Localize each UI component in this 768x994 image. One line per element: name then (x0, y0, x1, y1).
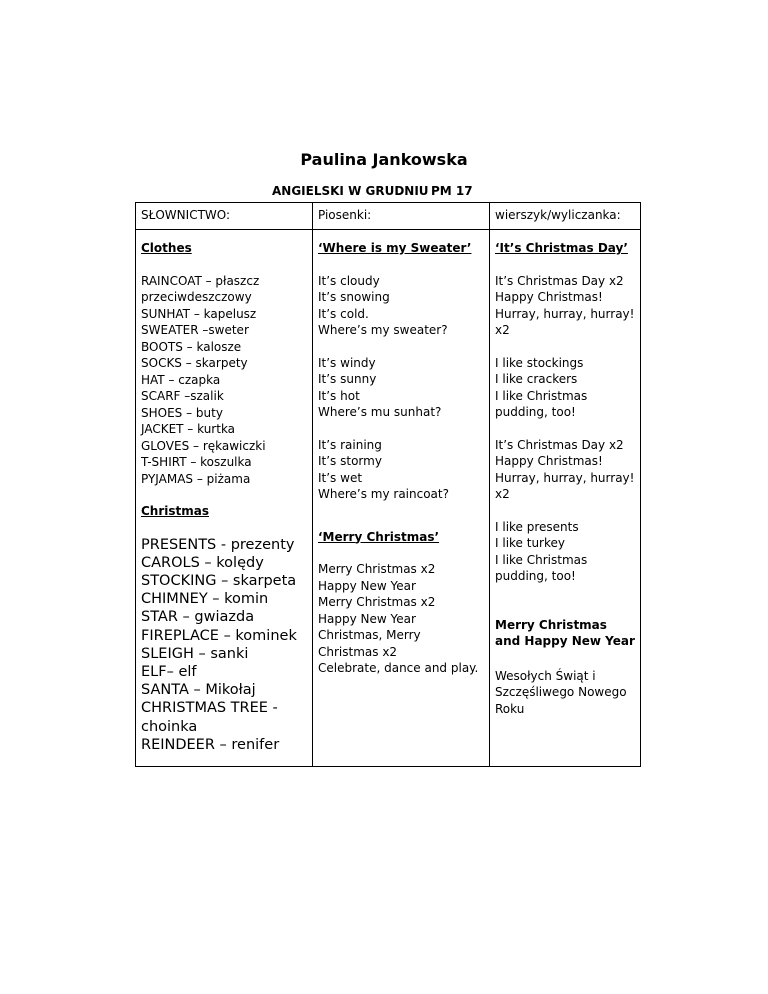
poem-line: I like stockings (495, 355, 584, 370)
list-item: SANTA – Mikołaj (141, 682, 256, 699)
list-item: SHOES – buty (141, 405, 223, 420)
rhymes-cell (490, 230, 641, 767)
poem-stanza (495, 437, 635, 503)
song-line: Where’s mu sunhat? (318, 405, 442, 419)
table-content-row (136, 230, 641, 767)
poem-line: It’s Christmas Day x2 (495, 273, 624, 288)
list-item: RAINCOAT – płaszcz przeciwdeszczowy (141, 273, 260, 304)
poem-stanza (495, 355, 635, 421)
christmas-list (141, 536, 307, 754)
poem-line: Hurray, hurray, hurray! x2 (495, 470, 635, 501)
header-songs: Piosenki: (313, 203, 490, 230)
list-item: SCARF –szalik (141, 389, 224, 403)
greeting-polish: Wesołych Świąt i Szczęśliwego Nowego Roku (495, 668, 627, 716)
song-line: Where’s my sweater? (318, 323, 448, 337)
poem-title: ‘It’s Christmas Day’ (495, 241, 628, 255)
list-item: STOCKING – skarpeta (141, 572, 297, 589)
song-line: It’s hot (318, 388, 360, 403)
list-item: CHIMNEY – komin (141, 591, 269, 608)
song-title-merry-christmas: ‘Merry Christmas’ (318, 529, 440, 544)
song-line: It’s cold. (318, 306, 369, 321)
list-item: PYJAMAS – piżama (141, 471, 251, 486)
list-item: STAR – gwiazda (141, 609, 255, 626)
poem-line: I like crackers (495, 372, 578, 386)
list-item: PRESENTS - prezenty (141, 536, 295, 553)
poem-stanza (495, 519, 635, 585)
poem-stanza (495, 273, 635, 339)
song-line: Merry Christmas x2 (318, 562, 436, 576)
poem-line: I like presents (495, 519, 579, 534)
song-line: Happy New Year (318, 611, 416, 626)
song-line: Happy New Year (318, 578, 416, 593)
list-item: T-SHIRT – koszulka (141, 455, 252, 469)
song-line: It’s wet (318, 470, 363, 485)
poem-line: I like Christmas pudding, too! (495, 388, 588, 419)
subtitle-left: ANGIELSKI W GRUDNIU (272, 184, 429, 198)
song-title-sweater: ‘Where is my Sweater’ (318, 241, 472, 255)
songs-cell (313, 230, 490, 767)
song-verse (318, 355, 484, 421)
clothes-list (141, 273, 307, 488)
list-item: SUNHAT – kapelusz (141, 306, 257, 321)
table-header-row (136, 203, 641, 230)
list-item: CAROLS – kolędy (141, 554, 264, 571)
song-line: Where’s my raincoat? (318, 487, 449, 501)
subtitle-right: PM 17 (431, 184, 473, 198)
song-verse (318, 561, 484, 677)
poem-line: Hurray, hurray, hurray! x2 (495, 306, 635, 337)
poem-line: It’s Christmas Day x2 (495, 437, 624, 452)
song-line: It’s cloudy (318, 273, 380, 288)
poem-line: I like Christmas pudding, too! (495, 552, 588, 583)
song-line: Celebrate, dance and play. (318, 661, 479, 675)
list-item: CHRISTMAS TREE - choinka (141, 700, 278, 735)
list-item: GLOVES – rękawiczki (141, 438, 266, 453)
list-item: SLEIGH – sanki (141, 645, 249, 662)
vocabulary-cell (136, 230, 313, 767)
song-line: Christmas, Merry Christmas x2 (318, 628, 421, 659)
song-verse (318, 437, 484, 503)
song-line: Merry Christmas x2 (318, 595, 436, 609)
greeting-english: Merry Christmas and Happy New Year (495, 617, 635, 648)
song-line: It’s sunny (318, 372, 377, 386)
song-line: It’s snowing (318, 290, 390, 304)
list-item: FIREPLACE – kominek (141, 627, 297, 644)
list-item: SOCKS – skarpety (141, 356, 248, 370)
list-item: BOOTS – kalosze (141, 339, 242, 354)
header-rhymes: wierszyk/wyliczanka: (490, 203, 641, 230)
list-item: REINDEER – renifer (141, 736, 280, 753)
list-item: SWEATER –sweter (141, 323, 249, 337)
song-line: It’s raining (318, 437, 382, 452)
clothes-heading: Clothes (141, 241, 192, 255)
poem-line: Happy Christmas! (495, 454, 603, 468)
poem-line: I like turkey (495, 536, 565, 550)
list-item: JACKET – kurtka (141, 422, 236, 436)
header-vocabulary: SŁOWNICTWO: (136, 203, 313, 230)
list-item: HAT – czapka (141, 372, 221, 387)
list-item: ELF– elf (141, 663, 197, 680)
song-line: It’s stormy (318, 454, 382, 468)
page-title: Paulina Jankowska (300, 150, 468, 169)
song-line: It’s windy (318, 355, 376, 370)
song-verse (318, 273, 484, 339)
poem-line: Happy Christmas! (495, 290, 603, 304)
vocabulary-table (135, 202, 641, 767)
christmas-heading: Christmas (141, 504, 210, 518)
